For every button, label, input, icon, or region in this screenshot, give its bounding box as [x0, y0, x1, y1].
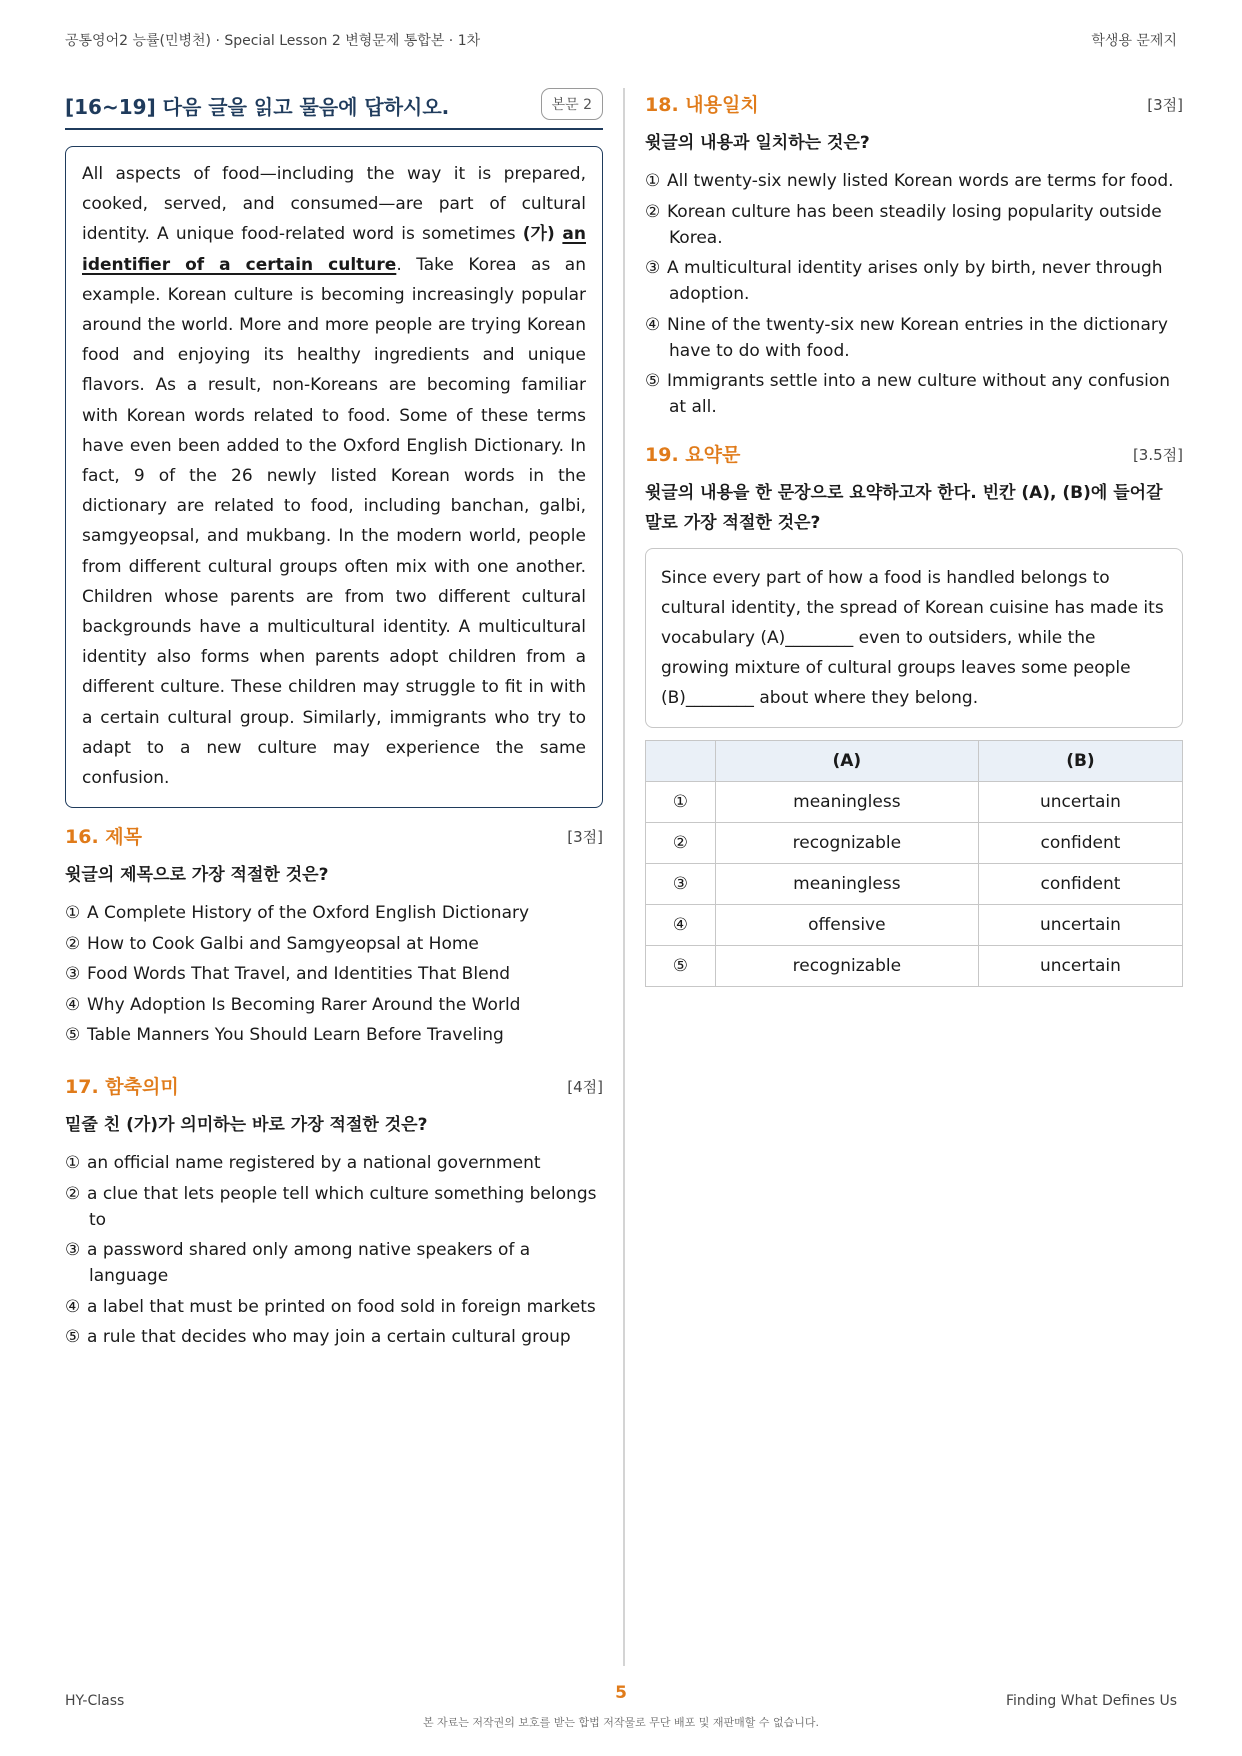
- answer-option[interactable]: ③ Food Words That Travel, and Identities That Blend: [65, 964, 511, 985]
- header-cell-b: (B): [978, 741, 1182, 782]
- answer-option[interactable]: ② How to Cook Galbi and Samgyeopsal at Home: [65, 933, 479, 954]
- question-title: 17. 함축의미: [65, 1076, 179, 1099]
- answer-option[interactable]: ② Korean culture has been steadily losing popularity outside Korea.: [645, 201, 1162, 248]
- table-row[interactable]: ② recognizable confident: [646, 823, 1183, 864]
- answer-option[interactable]: ① A Complete History of the Oxford English Dictionary: [65, 903, 530, 924]
- answer-options: [65, 900, 603, 1048]
- answer-option[interactable]: ⑤ a rule that decides who may join a certain cultural group: [65, 1327, 571, 1348]
- answer-option[interactable]: ④ Why Adoption Is Becoming Rarer Around the World: [65, 994, 521, 1015]
- question-points: [3.5점]: [1132, 446, 1183, 464]
- right-column: [645, 88, 1183, 987]
- left-column: [65, 88, 603, 1355]
- section-title: [16~19] 다음 글을 읽고 물음에 답하시오.: [65, 95, 450, 119]
- question-stem: 밑줄 친 (가)가 의미하는 바로 가장 적절한 것은?: [65, 1115, 428, 1136]
- question-header: [645, 90, 1183, 122]
- answer-options: [65, 1150, 603, 1350]
- table-row[interactable]: ④ offensive uncertain: [646, 905, 1183, 946]
- answer-option[interactable]: ④ Nine of the twenty-six new Korean entries in the dictionary have to do with food.: [645, 314, 1168, 361]
- table-header-row: [646, 741, 1183, 782]
- passage-underlined-phrase: an identifier of a certain culture: [82, 224, 586, 275]
- question-header: [65, 1072, 603, 1104]
- answer-options: [645, 168, 1183, 420]
- summary-sentence-box: Since every part of how a food is handled belongs to cultural identity, the spread of Korean cuisine has made its vocabulary (A)________ even to outsiders, while the growing mixture of cultural groups leaves some people (B)________ about where they belong.: [645, 548, 1183, 728]
- question-header: [65, 822, 603, 854]
- answer-option[interactable]: ① an official name registered by a national government: [65, 1153, 541, 1174]
- question-19: [645, 440, 1183, 987]
- header-cell-num: [646, 741, 716, 782]
- answer-option[interactable]: ⑤ Table Manners You Should Learn Before Traveling: [65, 1025, 504, 1046]
- question-title: 18. 내용일치: [645, 94, 759, 116]
- passage-text-after: . Take Korea as an example. Korean culture is becoming increasingly popular around the world. More and more people are trying Korean food and enjoying its healthy ingredients and unique flavors. As a result, non-Koreans are becoming familiar with Korean words related to food. Some of these terms have even been added to the Oxford English Dictionary. In fact, 9 of the 26 newly listed Korean words in the dictionary are related to food, including banchan, galbi, samgyeopsal, and mukbang. In the modern world, people from different cultural groups often mix with one another. Children whose parents are from two different cultural backgrounds have a multicultural identity. A multicultural identity also forms when parents adopt children from a different culture. These children may struggle to fit in with a certain cultural group. Similarly, immigrants who try to adapt to a new culture may experience the same confusion.: [82, 254, 586, 789]
- header-cell-a: (A): [715, 741, 978, 782]
- question-17: [65, 1072, 603, 1350]
- table-row[interactable]: ③ meaningless confident: [646, 864, 1183, 905]
- footer-lesson-title: Finding What Defines Us: [1005, 1693, 1177, 1709]
- answer-option[interactable]: ④ a label that must be printed on food sold in foreign markets: [65, 1296, 596, 1317]
- question-16: [65, 822, 603, 1048]
- header-course-info: 공통영어2 능률(민병천) · Special Lesson 2 변형문제 통합본 · 1차: [65, 33, 481, 49]
- reading-passage: [65, 146, 603, 808]
- question-stem: 윗글의 내용을 한 문장으로 요약하고자 한다. 빈칸 (A), (B)에 들어갈 말로 가장 적절한 것은?: [645, 483, 1163, 533]
- footer-brand: HY-Class: [65, 1693, 125, 1709]
- copyright-notice: 본 자료는 저작권의 보호를 받는 합법 저작물로 무단 배포 및 재판매할 수 없습니다.: [422, 1716, 820, 1729]
- column-divider: [623, 88, 625, 1666]
- table-row[interactable]: ⑤ recognizable uncertain: [646, 946, 1183, 987]
- header-worksheet-type: 학생용 문제지: [1091, 33, 1177, 49]
- answer-option[interactable]: ③ A multicultural identity arises only by birth, never through adoption.: [645, 258, 1163, 304]
- question-points: [3점]: [567, 828, 603, 847]
- answer-option[interactable]: ① All twenty-six newly listed Korean words are terms for food.: [645, 171, 1174, 191]
- question-stem: 윗글의 내용과 일치하는 것은?: [645, 133, 870, 153]
- answer-option[interactable]: ② a clue that lets people tell which culture something belongs to: [65, 1183, 597, 1230]
- answer-table: [645, 740, 1183, 987]
- answer-option[interactable]: ⑤ Immigrants settle into a new culture without any confusion at all.: [645, 371, 1171, 417]
- page-number: 5: [615, 1683, 627, 1703]
- question-stem: 윗글의 제목으로 가장 적절한 것은?: [65, 865, 329, 886]
- passage-text-before: All aspects of food—including the way it is prepared, cooked, served, and consumed—are part of cultural identity. A unique food-related word is sometimes: [82, 164, 586, 245]
- question-title: 19. 요약문: [645, 444, 741, 466]
- section-header: [65, 88, 603, 130]
- question-header: [645, 440, 1183, 472]
- passage-tag: 본문 2: [541, 88, 603, 120]
- question-points: [4점]: [567, 1078, 603, 1097]
- question-title: 16. 제목: [65, 826, 142, 849]
- answer-option[interactable]: ③ a password shared only among native speakers of a language: [65, 1240, 531, 1287]
- passage-marker: (가): [522, 224, 563, 245]
- table-row[interactable]: ① meaningless uncertain: [646, 782, 1183, 823]
- question-points: [3점]: [1147, 96, 1183, 114]
- question-18: [645, 90, 1183, 420]
